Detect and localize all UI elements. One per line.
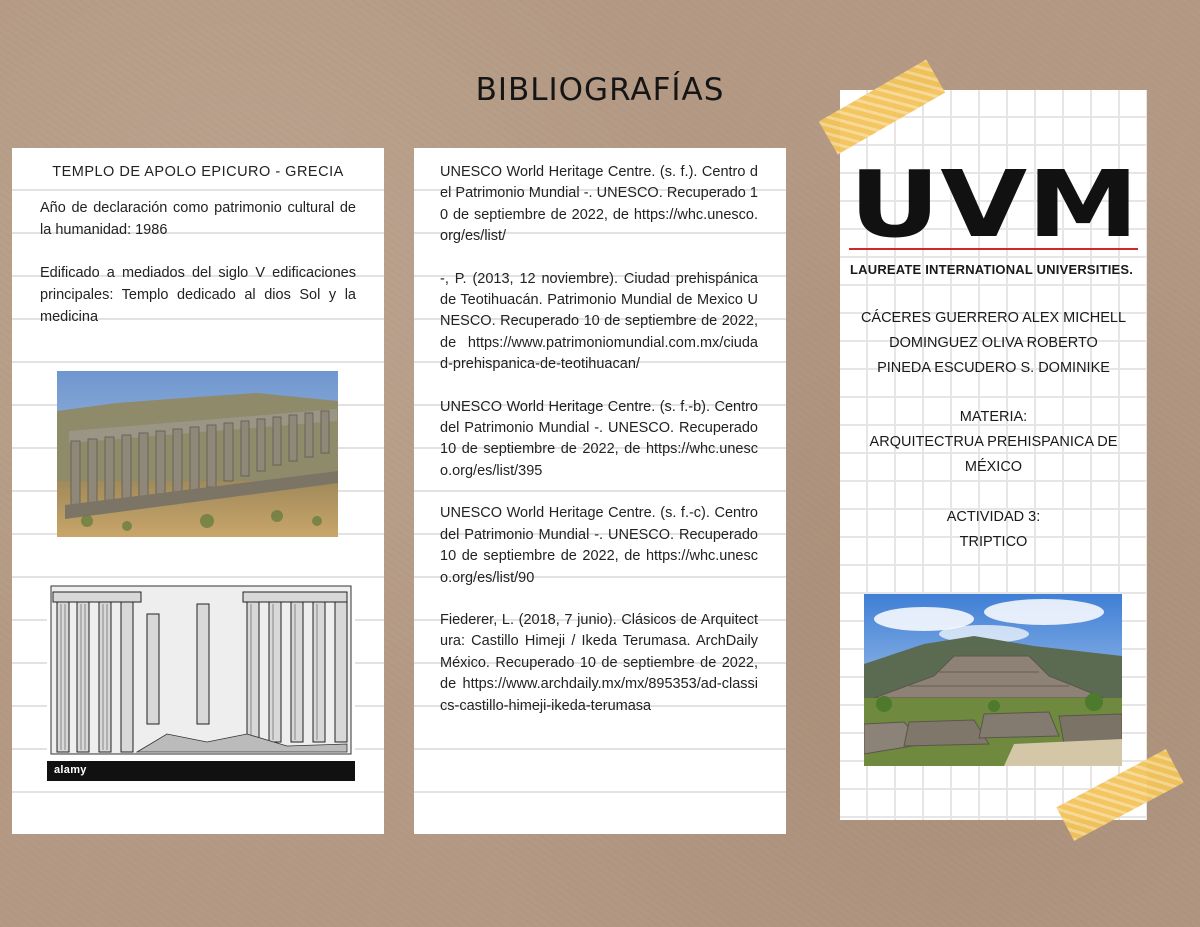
teotihuacan-photo <box>864 594 1122 766</box>
author-name: PINEDA ESCUDERO S. DOMINIKE <box>877 360 1110 376</box>
uvm-logo <box>849 162 1139 244</box>
author-name: DOMINGUEZ OLIVA ROBERTO <box>889 335 1098 351</box>
reference-item: Fiederer, L. (2018, 7 junio). Clásicos de Arquitectura: Castillo Himeji / Ikeda Terumasa. ArchDaily México. Recuperado 10 de septiembre de 2022, de https://www.archdaily.mx/mx/895353/ad-classics-castillo-himeji-ikeda-terumasa <box>440 611 758 714</box>
cover-panel <box>840 90 1147 820</box>
reference-item: -, P. (2013, 12 noviembre). Ciudad prehispánica de Teotihuacán. Patrimonio Mundial de Mexico UNESCO. Recuperado 10 de septiembre de 2022, de https://www.patrimoniomundial.com.mx/ciudad-prehispanica-de-teotihuacan/ <box>440 270 758 373</box>
page-title: BIBLIOGRAFÍAS <box>475 72 725 108</box>
reference-item: UNESCO World Heritage Centre. (s. f.-c). Centro del Patrimonio Mundial -. UNESCO. Recuperado 10 de septiembre de 2022, de https://whc.unesco.org/es/list/90 <box>440 505 758 586</box>
references-panel <box>414 148 786 834</box>
actividad-label: ACTIVIDAD 3: <box>946 509 1041 525</box>
materia-block <box>840 405 1147 480</box>
author-name: CÁCERES GUERRERO ALEX MICHELL <box>860 310 1127 326</box>
actividad-value: TRIPTICO <box>959 534 1028 550</box>
alamy-watermark: alamy <box>54 764 87 776</box>
logo-divider <box>849 248 1138 250</box>
svg-text:UVM: UVM <box>849 162 1139 244</box>
temple-heading: TEMPLO DE APOLO EPICURO - GRECIA <box>52 164 344 180</box>
materia-label: MATERIA: <box>959 409 1028 425</box>
actividad-block <box>840 505 1147 555</box>
left-panel <box>12 148 384 834</box>
authors-block <box>840 306 1147 381</box>
reference-item: UNESCO World Heritage Centre. (s. f.-b). Centro del Patrimonio Mundial -. UNESCO. Recuperado 10 de septiembre de 2022, de https://whc.unesco.org/es/list/395 <box>440 398 758 479</box>
reference-item: UNESCO World Heritage Centre. (s. f.). Centro del Patrimonio Mundial -. UNESCO. Recuperado 10 de septiembre de 2022, de https://whc.unesco.org/es/list/ <box>440 164 758 245</box>
built-text: Edificado a mediados del siglo V edificaciones principales: Templo dedicado al dios Sol y la medicina <box>40 265 356 325</box>
laureate-text: LAUREATE INTERNATIONAL UNIVERSITIES. <box>850 262 1134 277</box>
temple-photo <box>57 371 338 537</box>
declaration-text: Año de declaración como patrimonio cultural de la humanidad: 1986 <box>40 200 356 238</box>
temple-engraving <box>47 584 355 781</box>
materia-value: ARQUITECTRUA PREHISPANICA DE MÉXICO <box>869 434 1118 475</box>
